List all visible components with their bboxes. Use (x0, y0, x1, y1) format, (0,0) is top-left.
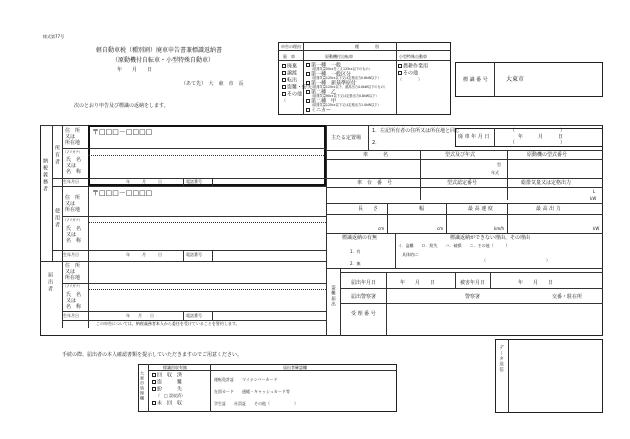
max-speed-header: 最 高 速 度 (468, 206, 493, 212)
kogata-type-2[interactable] (398, 71, 418, 77)
user-furigana: （フリガナ） (63, 218, 82, 222)
kogata-other-paren: （ ） (398, 77, 422, 82)
length-header: 長 さ (358, 206, 379, 212)
submitter-address-label: 住 所 又は 所在地 (65, 263, 81, 281)
teichijo-opt1-paren: （ ） (510, 128, 566, 134)
type-note: （総排気量125cc以下又は定格出力1.0kW以下） (310, 103, 381, 107)
reason-label: 廃棄 (287, 63, 298, 70)
type-label: 第一種 一般区分 (311, 71, 352, 78)
checkbox[interactable] (282, 92, 286, 96)
reason-label: その他 (287, 91, 303, 98)
user-address-label: 住 所 又は 所在地 (65, 195, 81, 213)
checkbox[interactable] (152, 373, 156, 377)
office-return-3[interactable] (152, 387, 182, 393)
reason-tenshutsu[interactable] (282, 78, 297, 84)
checkbox[interactable] (306, 108, 310, 112)
submitter-consent: この申告については、納税義務者本人から委任を受けていることを誓約します。 (96, 321, 240, 326)
type-note: （総排気量125cc以下、最高出力4.0kW以下のもの） (310, 85, 388, 89)
owner-address-label: 住 所 又は 所在地 (65, 128, 81, 146)
owner-birth-value[interactable]: 年 月 日 (126, 179, 162, 184)
checkbox[interactable] (152, 401, 156, 405)
owner-phone-label: 電話番号 (186, 179, 202, 184)
type-note: （総排気量90cc以下又は定格出力0.8kW以下） (310, 94, 379, 98)
owner-birth-label: 生年月日 (63, 179, 79, 184)
type-header: 種 別 (355, 44, 379, 49)
return-option-label: 回 収 済 (157, 372, 183, 379)
engine-model-header: 原動機の型式番号 (527, 152, 568, 158)
office-id-line-3: 学生証 社員証 その他（ ） (214, 401, 298, 406)
taxpayer-group-label: 納税義務者 (42, 158, 48, 193)
office-return-2[interactable] (152, 380, 182, 386)
type-note: （総排気量50ccをこえ125cc以下のもの） (310, 67, 372, 71)
gentsuki-col: 原動機付自転車 (325, 54, 353, 59)
office-id-line-1: 運転免許証 マイナンバーカード (214, 377, 278, 382)
checkbox[interactable] (398, 64, 402, 68)
type-label: 第一種 一般 (311, 62, 342, 69)
teichijo-opt1[interactable]: 1．左記所有者の住所又は所在地と同じ (372, 128, 461, 134)
model-year-2: 年式 (491, 170, 499, 175)
max-output-header: 最 高 出 力 (536, 206, 561, 212)
displacement-unit-l: L (593, 189, 596, 194)
return-option-label: 未 回 収 (157, 400, 183, 407)
submitter-furigana: （フリガナ） (63, 284, 82, 288)
model-header: 型式及び年式 (445, 152, 476, 158)
teichijo-label: 主たる定置場 (331, 135, 362, 141)
type-label: 第一種 新基準原付 (311, 80, 357, 87)
office-group-label: 大東市処理欄 (140, 371, 145, 401)
reason-header: 申告の理由 (281, 44, 301, 49)
checkbox[interactable] (282, 85, 286, 89)
model-year-1: 型 (497, 162, 501, 167)
chassis-header: 車 台 番 号 (357, 180, 393, 186)
speed-unit: km/h (494, 226, 505, 231)
owner-name-label: 氏 名 又は 名 称 (66, 157, 82, 175)
displacement-unit-kw: kW (590, 196, 597, 201)
gentsuki-type-6[interactable] (306, 108, 331, 114)
return-yes[interactable]: 1．有 (350, 249, 361, 254)
type-label: 第二種 乙 (311, 89, 337, 96)
submitter-label: 届出者 (47, 272, 53, 293)
kogata-col: 小型特殊自動車 (399, 54, 427, 59)
width-unit: cm (437, 226, 444, 231)
theft-receipt-label: 受 理 番 号 (351, 311, 376, 317)
return-option-label: 紛 失 (157, 386, 183, 393)
owner-label: 所有者 (54, 145, 60, 166)
theft-police-label: 届出警察署 (351, 294, 377, 300)
kogata-type-1[interactable] (398, 64, 428, 70)
theft-group-label: 盗難届出 (330, 285, 336, 307)
form-number: 様式第77号 (43, 34, 65, 39)
type-note: （総排気量125cc以下又は定格出力0.6kW以下） (310, 76, 381, 80)
theft-police-suffix: 警察署 (465, 294, 481, 300)
checkbox[interactable] (282, 78, 286, 82)
footer-note: 手続の際、届出者の本人確認書類を提示していただきますのでご用意ください。 (62, 352, 243, 358)
plate-return-header: 標識返納の有無 (342, 235, 378, 241)
form-date: 年 月 日 (117, 67, 153, 73)
reason-label: 転出 (287, 77, 298, 84)
submitter-birth-value[interactable]: 年 月 日 (126, 313, 154, 318)
data-send-box (495, 339, 603, 413)
form-title: 軽自動車税（種別割）廃車申告書兼標識返納書 (96, 47, 223, 54)
owner-furigana: （フリガナ） (63, 150, 82, 154)
office-return-header: 標識回収有無 (163, 365, 187, 370)
owner-postal[interactable]: 〒□□□－□□□□ (92, 128, 153, 136)
user-name-label: 氏 名 又は 名 称 (66, 226, 82, 244)
form-subtitle: （原動機付自転車・小型特殊自動車） (112, 57, 215, 64)
plate-reason-header: 標識返納ができない理由、その理由 (450, 235, 531, 241)
reason-other-paren: （ ） (282, 98, 306, 103)
haisha-col: 廃 車 (283, 54, 295, 59)
user-birth-value[interactable]: 年 月 日 (126, 252, 162, 257)
theft-damage-date[interactable]: 年 月 日 (518, 280, 554, 286)
theft-filed-date-label: 届出年月日 (351, 280, 377, 286)
user-label: 使用者 (54, 208, 60, 229)
form-addressee: （あて先） 大 東 市 長 (181, 81, 244, 87)
haisha-date-value[interactable]: 年 月 日 (518, 134, 564, 140)
office-return-5[interactable] (152, 401, 182, 407)
return-no[interactable]: 2．無 (350, 261, 361, 266)
reason-detail: 具体的に： (402, 252, 422, 257)
checkbox[interactable] (152, 380, 156, 384)
output-unit: kW (593, 226, 600, 231)
theft-damage-date-label: 被害年月日 (460, 280, 486, 286)
reason-haiki[interactable] (282, 64, 297, 70)
reason-label: 譲渡 (287, 70, 298, 77)
user-postal[interactable]: 〒□□□－□□□□ (92, 189, 153, 197)
form-intro: 次のとおり申告及び標識の返納をします。 (74, 103, 169, 109)
office-id-line-2: 在留カード 通帳・キャッシュカード等 (214, 389, 290, 394)
checkbox[interactable] (398, 71, 402, 75)
model-designation-header: 型式認定番号 (447, 180, 478, 186)
plate-city: 大東市 (506, 76, 525, 83)
reason-label: 盗難・紛失 (287, 84, 313, 91)
plate-reason-options[interactable]: イ．盗難 ロ．紛失 ハ．破損 ニ．その他（ ） (398, 243, 510, 248)
reason-joto[interactable] (282, 71, 297, 77)
car-name-header: 車 名 (363, 152, 389, 158)
data-send-label: データ送信 (498, 345, 504, 373)
return-option-label: 盗 難 (157, 379, 183, 386)
user-phone-label: 電話番号 (186, 252, 202, 257)
checkbox[interactable] (282, 64, 286, 68)
reason-other[interactable] (282, 92, 302, 98)
type-label: その他 (403, 70, 419, 77)
office-id-header: 届出者確認欄 (283, 365, 307, 370)
office-return-4[interactable]: （ □ 誤収済） (156, 393, 186, 398)
submitter-phone-label: 電話番号 (186, 313, 202, 318)
teichijo-opt2-paren: （ ） (510, 140, 566, 146)
plate-label: 標 識 番 号 (463, 77, 488, 83)
checkbox[interactable] (282, 71, 286, 75)
haisha-date-label: 廃 車 年 月 日 (458, 134, 490, 140)
user-birth-label: 生年月日 (63, 252, 79, 257)
checkbox[interactable] (152, 387, 156, 391)
teichijo-opt2[interactable]: 2． (372, 140, 381, 146)
width-header: 幅 (419, 206, 425, 212)
office-return-1[interactable] (152, 373, 182, 379)
type-label: ミニカー (311, 107, 332, 114)
length-unit: cm (378, 226, 385, 231)
displacement-header: 総排気量又は定格出力 (521, 180, 572, 186)
theft-filed-date[interactable]: 年 月 日 (400, 280, 436, 286)
type-label: 農耕作業用 (403, 63, 429, 70)
theft-koban-suffix: 交番・駐在所 (552, 294, 583, 300)
reason-paren: （ ） (482, 258, 550, 263)
type-label: 第二種 甲 (311, 98, 337, 105)
submitter-birth-label: 生年月日 (63, 313, 79, 318)
submitter-name-label: 氏 名 又は 名 称 (66, 292, 82, 310)
